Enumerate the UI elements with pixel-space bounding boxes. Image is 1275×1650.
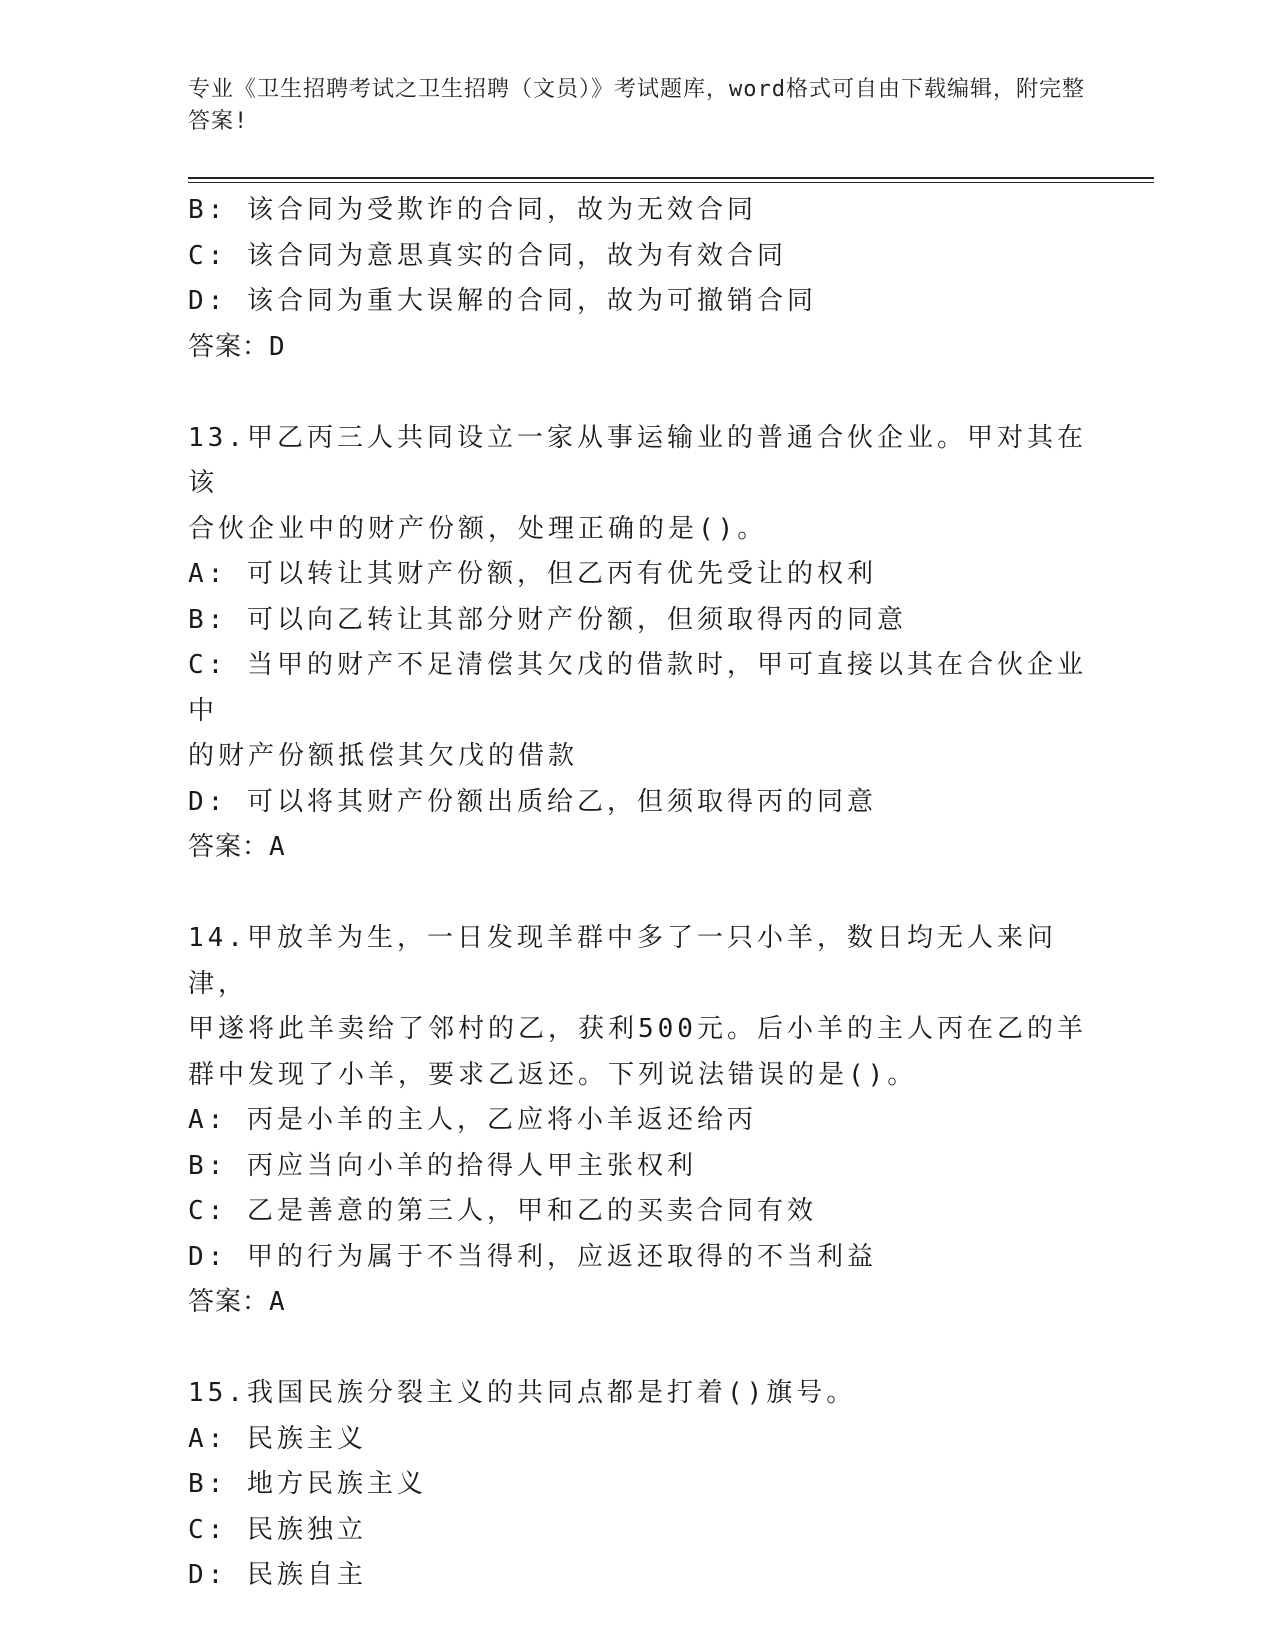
question-stem: 甲遂将此羊卖给了邻村的乙，获利500元。后小羊的主人丙在乙的羊 xyxy=(188,1014,1087,1044)
question-15 xyxy=(188,1371,1088,1599)
option-b: B: 地方民族主义 xyxy=(188,1469,427,1499)
option-d: D: 民族自主 xyxy=(188,1560,367,1590)
question-stem: 合伙企业中的财产份额，处理正确的是()。 xyxy=(188,513,768,544)
header-divider xyxy=(188,177,1154,179)
question-stem: 群中发现了小羊，要求乙返还。下列说法错误的是()。 xyxy=(188,1059,918,1090)
spacer xyxy=(188,871,1088,917)
option-c: C: 该合同为意思真实的合同，故为有效合同 xyxy=(188,240,787,271)
option-c: C: 民族独立 xyxy=(188,1514,367,1545)
answer-line: 答案：A xyxy=(188,1287,286,1317)
question-13 xyxy=(188,416,1088,871)
option-c: C: 乙是善意的第三人，甲和乙的买卖合同有效 xyxy=(188,1196,817,1226)
question-stem: 14.甲放羊为生，一日发现羊群中多了一只小羊，数日均无人来问津， xyxy=(188,923,1057,999)
option-c: C: 当甲的财产不足清偿其欠戊的借款时，甲可直接以其在合伙企业中 xyxy=(188,650,1087,726)
option-a: A: 可以转让其财产份额，但乙丙有优先受让的权利 xyxy=(188,559,877,589)
option-a: A: 民族主义 xyxy=(188,1423,367,1454)
option-c-continued: 的财产份额抵偿其欠戊的借款 xyxy=(188,741,579,771)
answer-line: 答案：A xyxy=(188,832,286,862)
option-d: D: 该合同为重大误解的合同，故为可撤销合同 xyxy=(188,286,817,316)
answer-line: 答案：D xyxy=(188,331,286,362)
page-header: 专业《卫生招聘考试之卫生招聘（文员）》考试题库，word格式可自由下载编辑，附完整答案! xyxy=(188,77,1085,134)
option-a: A: 丙是小羊的主人，乙应将小羊返还给丙 xyxy=(188,1105,757,1135)
option-d: D: 可以将其财产份额出质给乙，但须取得丙的同意 xyxy=(188,786,877,817)
option-d: D: 甲的行为属于不当得利，应返还取得的不当利益 xyxy=(188,1241,877,1272)
question-stem: 13.甲乙丙三人共同设立一家从事运输业的普通合伙企业。甲对其在该 xyxy=(188,422,1087,498)
header-divider-thin xyxy=(188,182,1154,183)
question-14 xyxy=(188,916,1088,1326)
option-b: B: 该合同为受欺诈的合同，故为无效合同 xyxy=(188,195,757,225)
question-stem: 15.我国民族分裂主义的共同点都是打着()旗号。 xyxy=(188,1378,857,1408)
spacer xyxy=(188,1326,1088,1372)
question-content xyxy=(188,188,1088,1599)
option-b: B: 丙应当向小羊的拾得人甲主张权利 xyxy=(188,1150,697,1181)
option-b: B: 可以向乙转让其部分财产份额，但须取得丙的同意 xyxy=(188,604,907,635)
question-12-tail xyxy=(188,188,1088,370)
spacer xyxy=(188,370,1088,416)
